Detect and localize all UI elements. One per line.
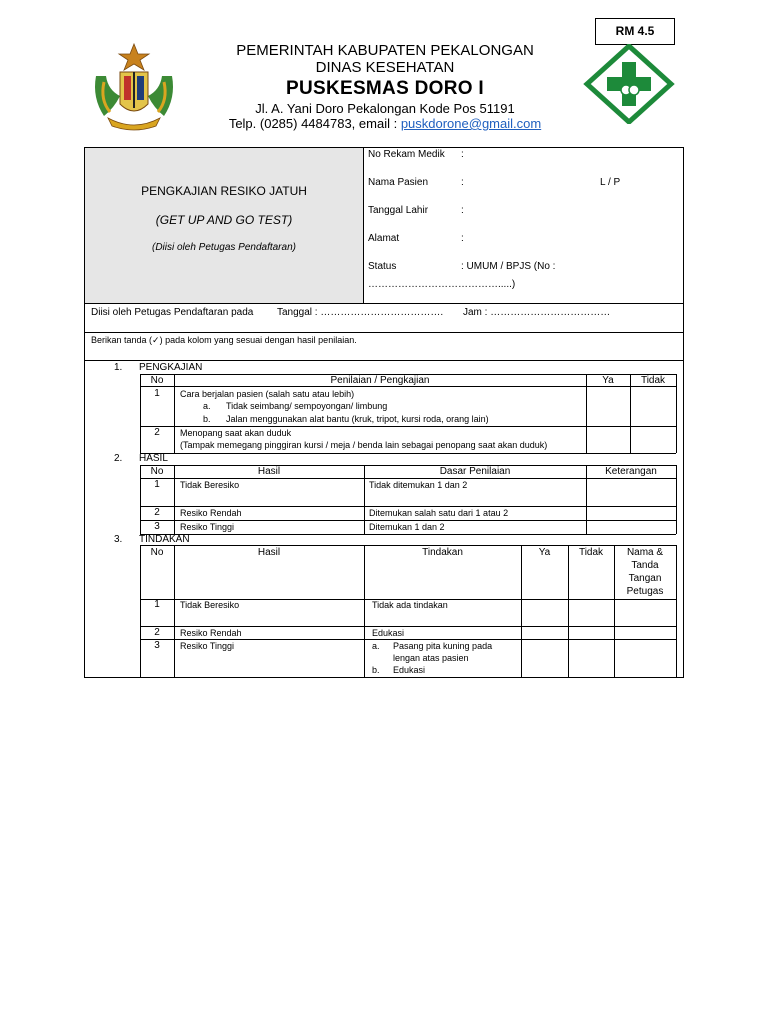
regency-coat-of-arms [90,42,178,134]
s3-row1-no: 1 [154,599,160,610]
s3-header-tidak: Tidak [578,547,604,558]
s3-header-ya: Ya [538,547,551,558]
puskesmas-logo [581,44,677,124]
label-nama-pasien: Nama Pasien [368,177,429,188]
s2-header-keterangan: Keterangan [605,466,657,477]
s1-header-tidak: Tidak [640,375,666,386]
s2-row3-hasil: Resiko Tinggi [180,522,235,532]
s2-header-hasil: Hasil [257,466,281,477]
s1-row1-b-mark: b. [203,414,211,424]
section3-number: 3. [114,534,123,545]
form-title: PENGKAJIAN RESIKO JATUH [141,184,307,198]
section3-title: TINDAKAN [139,534,190,545]
instruction-text: Berikan tanda (✓) pada kolom yang sesuai dengan hasil penilaian. [91,335,357,345]
s1-row1-a: Tidak seimbang/ sempoyongan/ limbung [226,401,388,411]
header-contact [200,116,570,131]
status-options: : UMUM / BPJS (No : [461,261,556,272]
s2-row3-dasar: Ditemukan 1 dan 2 [369,522,445,532]
label-alamat: Alamat [368,233,400,244]
fill-jam: Jam : ……………………………… [463,307,611,318]
s1-row2-sub: (Tampak memegang pinggiran kursi / meja / benda lain sebagai penopang saat akan duduk) [180,440,548,450]
s3-header-hasil: Hasil [257,547,281,558]
s1-header-no: No [150,375,164,386]
s3-row3-hasil: Resiko Tinggi [180,641,235,651]
header-department: DINAS KESEHATAN [315,59,455,76]
s3-row1-tindakan: Tidak ada tindakan [372,600,448,610]
colon-rekam-medik: : [461,149,464,160]
s1-header-ya: Ya [602,375,614,386]
header-government: PEMERINTAH KABUPATEN PEKALONGAN [236,42,534,59]
s3-row2-tindakan: Edukasi [372,628,405,638]
s3-row3-a-line2: lengan atas pasien [393,653,469,663]
header-address: Jl. A. Yani Doro Pekalongan Kode Pos 51191 [255,101,515,116]
fill-by-label: Diisi oleh Petugas Pendaftaran pada [91,307,254,318]
s1-row2-text: Menopang saat akan duduk [180,428,292,438]
section2-title: HASIL [139,453,168,464]
form-subtitle: (GET UP AND GO TEST) [155,213,293,227]
s1-row1-b: Jalan menggunakan alat bantu (kruk, tripot, kursi roda, orang lain) [226,414,489,424]
s1-row1-text: Cara berjalan pasien (salah satu atau lebih) [180,389,355,399]
form-code-box: RM 4.5 [595,18,675,45]
s2-row2-hasil: Resiko Rendah [180,508,242,518]
section2-number: 2. [114,453,123,464]
label-gender: L / P [600,177,621,188]
label-rekam-medik: No Rekam Medik [368,149,445,160]
s1-row1-no: 1 [154,388,160,399]
label-tanggal-lahir: Tanggal Lahir [368,205,429,216]
s3-header-tindakan: Tindakan [422,547,463,558]
s3-header-nama-line4: Petugas [626,586,664,597]
s3-header-nama-line1: Nama & [626,547,664,558]
s2-row2-no: 2 [154,507,160,518]
section1-title: PENGKAJIAN [139,362,203,373]
s1-row1-a-mark: a. [203,401,211,411]
s3-row3-no: 3 [154,640,160,651]
status-number-dots: ………………………………….....) [368,279,516,290]
colon-tanggal-lahir: : [461,205,464,216]
s2-header-no: No [150,466,164,477]
s3-row3-a-mark: a. [372,641,380,651]
s3-row3-b: Edukasi [393,665,426,675]
form-note: (Diisi oleh Petugas Pendaftaran) [152,242,296,253]
s3-row1-hasil: Tidak Beresiko [180,600,240,610]
s3-row3-a-line1: Pasang pita kuning pada [393,641,493,651]
s3-header-no: No [150,547,164,558]
s3-header-nama-line2: Tanda [631,560,659,571]
fill-tanggal: Tanggal : ………………………………. [277,307,444,318]
header-institution: PUSKESMAS DORO I [286,78,484,99]
s2-row1-dasar: Tidak ditemukan 1 dan 2 [369,480,468,490]
s1-header-penilaian: Penilaian / Pengkajian [330,375,430,386]
s2-header-dasar: Dasar Penilaian [439,466,511,477]
s2-row2-dasar: Ditemukan salah satu dari 1 atau 2 [369,508,509,518]
colon-alamat: : [461,233,464,244]
s3-row2-no: 2 [154,627,160,638]
s3-row2-hasil: Resiko Rendah [180,628,242,638]
s3-row3-b-mark: b. [372,665,380,675]
colon-nama-pasien: : [461,177,464,188]
header-phone: Telp. (0285) 4484783, email : [228,116,401,131]
s2-row3-no: 3 [154,521,160,532]
header-email-link[interactable]: puskdorone@gmail.com [400,116,542,131]
s2-row1-no: 1 [154,479,160,490]
label-status: Status [368,261,397,272]
section1-number: 1. [114,362,123,373]
s2-row1-hasil: Tidak Beresiko [180,480,240,490]
s3-header-nama-line3: Tangan [628,573,662,584]
s1-row2-no: 2 [154,427,160,438]
